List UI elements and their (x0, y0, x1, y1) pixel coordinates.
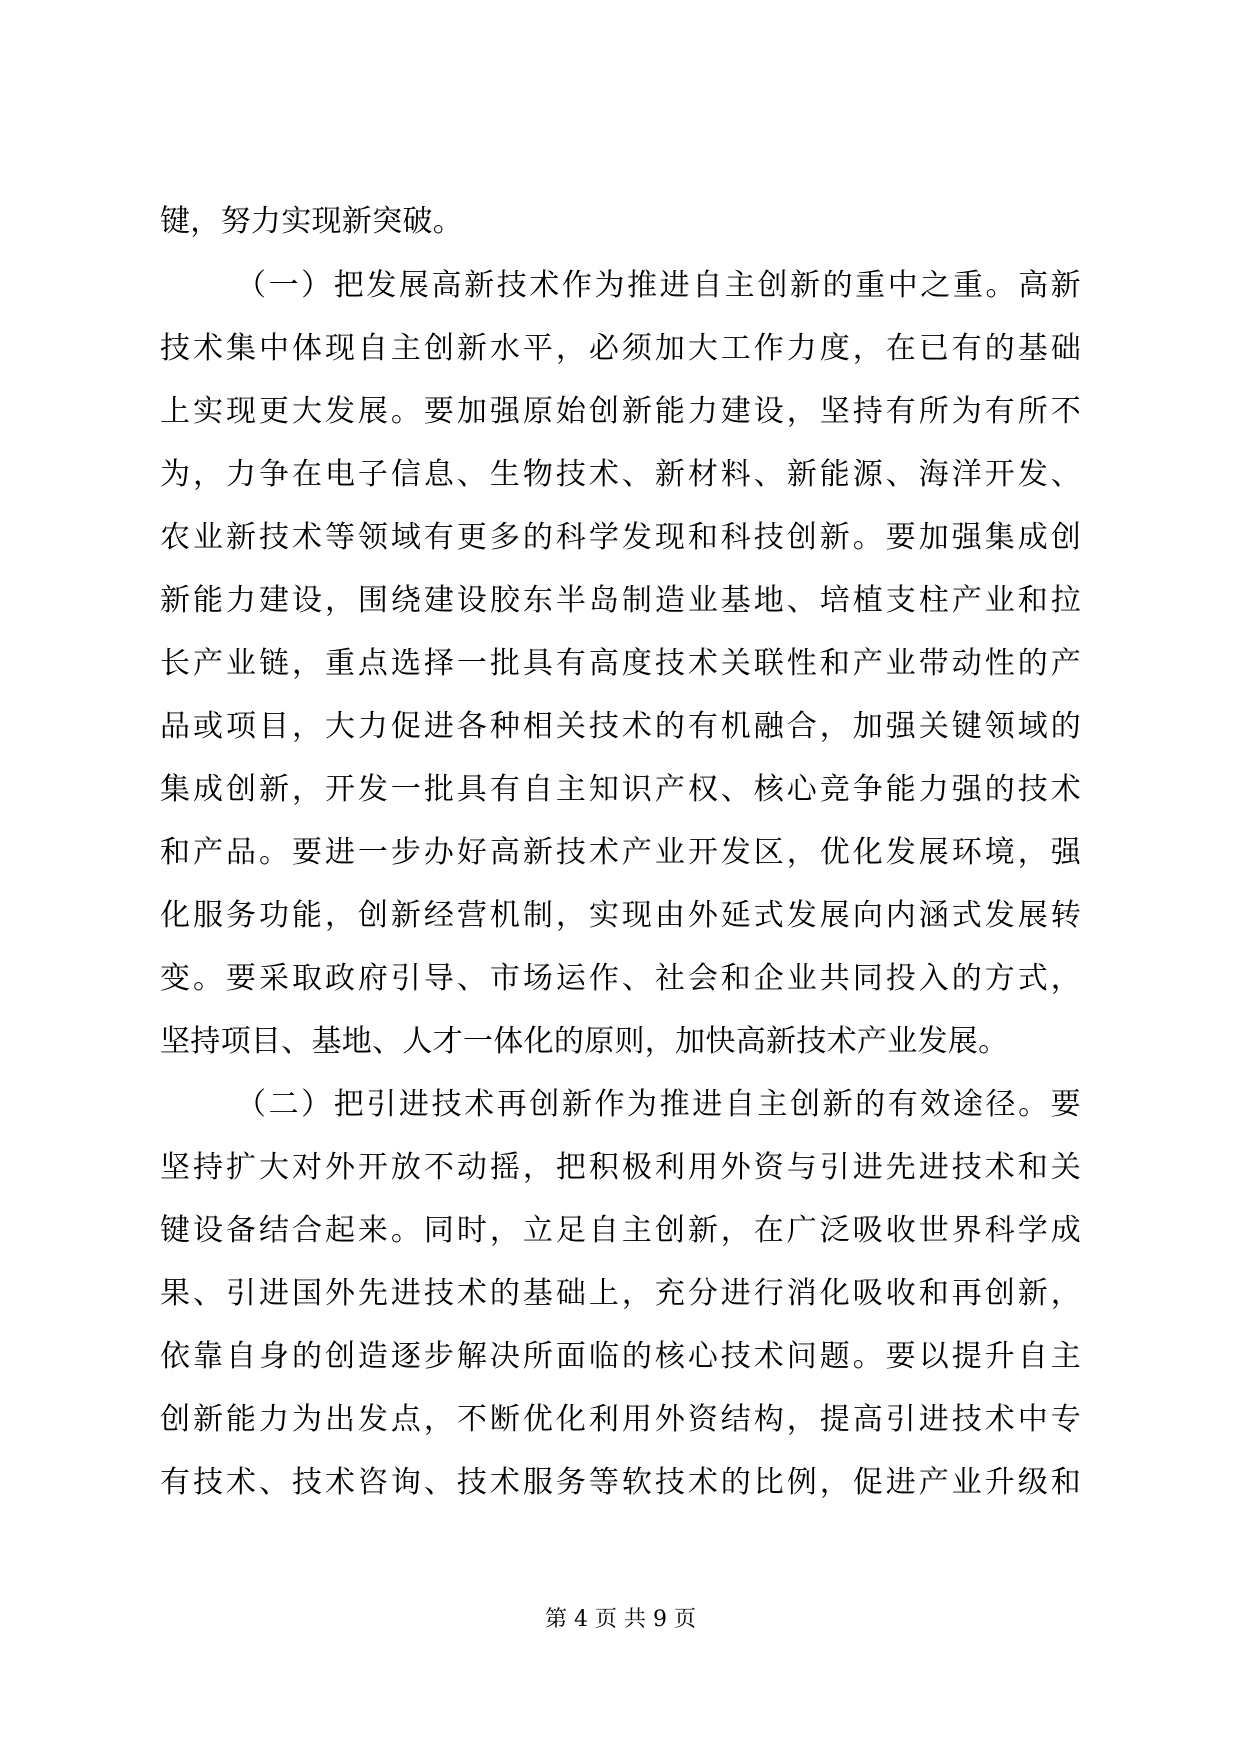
text-line: 为，力争在电子信息、生物技术、新材料、新能源、海洋开发、 (160, 457, 1081, 492)
text-line: 集成创新，开发一批具有自主知识产权、核心竞争能力强的技术 (160, 772, 1081, 807)
text-line: 品或项目，大力促进各种相关技术的有机融合，加强关键领域的 (160, 709, 1081, 744)
text-line: 化服务功能，创新经营机制，实现由外延式发展向内涵式发展转 (160, 898, 1081, 933)
text-line: 长产业链，重点选择一批具有高度技术关联性和产业带动性的产 (160, 646, 1081, 681)
paragraph-end-line: 坚持项目、基地、人才一体化的原则，加快高新技术产业发展。 (160, 1024, 1009, 1059)
paragraph-start-line: （一）把发展高新技术作为推进自主创新的重中之重。高新 (236, 268, 1081, 303)
text-line: 上实现更大发展。要加强原始创新能力建设，坚持有所为有所不 (160, 394, 1081, 429)
text-line: 果、引进国外先进技术的基础上，充分进行消化吸收和再创新， (160, 1276, 1081, 1311)
text-line: 变。要采取政府引导、市场运作、社会和企业共同投入的方式， (160, 961, 1081, 996)
text-line: 农业新技术等领域有更多的科学发现和科技创新。要加强集成创 (160, 520, 1081, 555)
text-line: 有技术、技术咨询、技术服务等软技术的比例，促进产业升级和 (160, 1465, 1081, 1500)
text-line: 技术集中体现自主创新水平，必须加大工作力度，在已有的基础 (160, 331, 1081, 366)
text-line: 坚持扩大对外开放不动摇，把积极利用外资与引进先进技术和关 (160, 1150, 1081, 1185)
paragraph-start-line: （二）把引进技术再创新作为推进自主创新的有效途径。要 (236, 1087, 1081, 1122)
text-line: 新能力建设，围绕建设胶东半岛制造业基地、培植支柱产业和拉 (160, 583, 1081, 618)
text-line: 键，努力实现新突破。 (160, 204, 463, 239)
text-line: 和产品。要进一步办好高新技术产业开发区，优化发展环境，强 (160, 835, 1081, 870)
text-line: 键设备结合起来。同时，立足自主创新，在广泛吸收世界科学成 (160, 1213, 1081, 1248)
page-number-footer: 第 4 页 共 9 页 (545, 1607, 696, 1632)
text-line: 创新能力为出发点，不断优化利用外资结构，提高引进技术中专 (160, 1402, 1081, 1437)
text-line: 依靠自身的创造逐步解决所面临的核心技术问题。要以提升自主 (160, 1339, 1081, 1374)
